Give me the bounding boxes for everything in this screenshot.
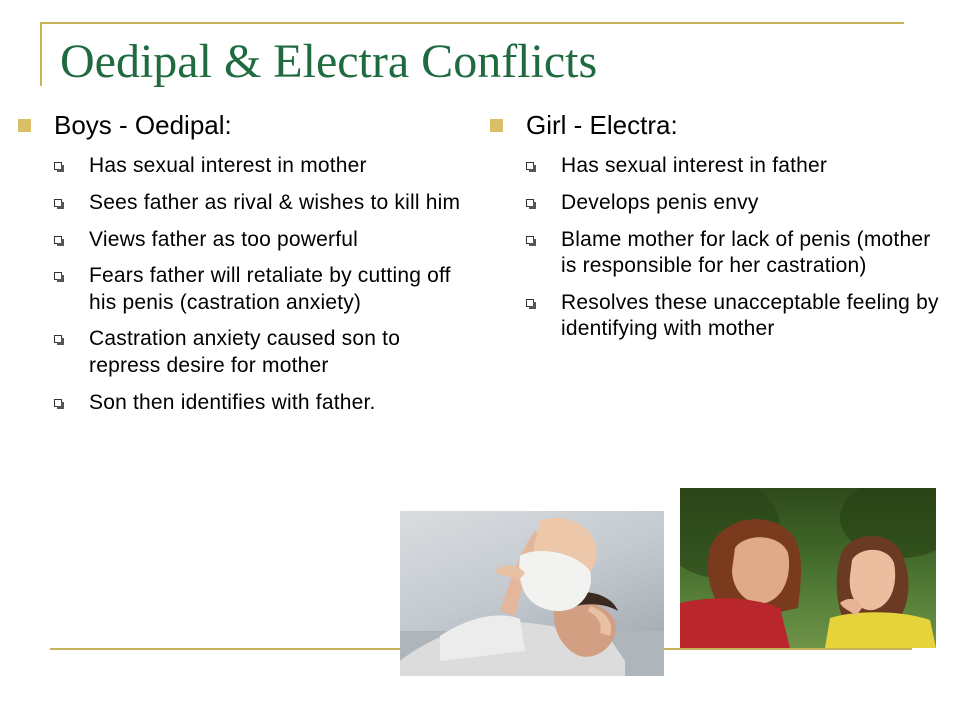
- electra-list: [490, 153, 940, 343]
- list-item-text: Blame mother for lack of penis (mother is responsible for her castration): [561, 227, 931, 278]
- hollow-square-bullet-icon: [54, 162, 62, 170]
- slide-title: Oedipal & Electra Conflicts: [60, 35, 598, 88]
- mother-daughter-photo: [680, 488, 936, 648]
- mother-daughter-illustration: [680, 488, 936, 648]
- list-item: [18, 190, 473, 217]
- list-item-text: Has sexual interest in father: [561, 154, 828, 178]
- list-item: [18, 326, 473, 379]
- list-item: [18, 390, 473, 417]
- list-item: [18, 153, 473, 180]
- list-item: [18, 227, 473, 254]
- hollow-square-bullet-icon: [54, 236, 62, 244]
- list-item-text: Has sexual interest in mother: [89, 154, 367, 178]
- list-item: [490, 227, 940, 280]
- square-bullet-icon: [18, 119, 31, 132]
- hollow-square-bullet-icon: [54, 335, 62, 343]
- list-item: [18, 263, 473, 316]
- electra-column: [490, 110, 940, 353]
- frame-top-line: [40, 22, 904, 24]
- hollow-square-bullet-icon: [54, 199, 62, 207]
- oedipal-heading: Boys - Oedipal:: [54, 110, 232, 140]
- hollow-square-bullet-icon: [526, 299, 534, 307]
- electra-heading-row: [490, 110, 940, 141]
- square-bullet-icon: [490, 119, 503, 132]
- oedipal-column: [18, 110, 473, 426]
- list-item-text: Views father as too powerful: [89, 227, 359, 251]
- hollow-square-bullet-icon: [54, 399, 62, 407]
- list-item-text: Castration anxiety caused son to repress desire for mother: [89, 327, 401, 378]
- list-item-text: Fears father will retaliate by cutting off his penis (castration anxiety): [89, 264, 451, 314]
- frame-left-line: [40, 22, 42, 86]
- list-item-text: Develops penis envy: [561, 190, 759, 214]
- electra-heading: Girl - Electra:: [526, 110, 678, 140]
- oedipal-heading-row: [18, 110, 473, 141]
- list-item-text: Resolves these unacceptable feeling by identifying with mother: [561, 290, 939, 341]
- father-baby-photo: [400, 511, 664, 676]
- list-item: [490, 190, 940, 217]
- list-item-text: Son then identifies with father.: [89, 390, 376, 414]
- oedipal-list: [18, 153, 473, 416]
- father-baby-illustration: [400, 511, 664, 676]
- list-item: [490, 153, 940, 180]
- hollow-square-bullet-icon: [526, 199, 534, 207]
- list-item: [490, 290, 940, 343]
- hollow-square-bullet-icon: [526, 162, 534, 170]
- list-item-text: Sees father as rival & wishes to kill him: [89, 190, 461, 214]
- hollow-square-bullet-icon: [526, 236, 534, 244]
- hollow-square-bullet-icon: [54, 272, 62, 280]
